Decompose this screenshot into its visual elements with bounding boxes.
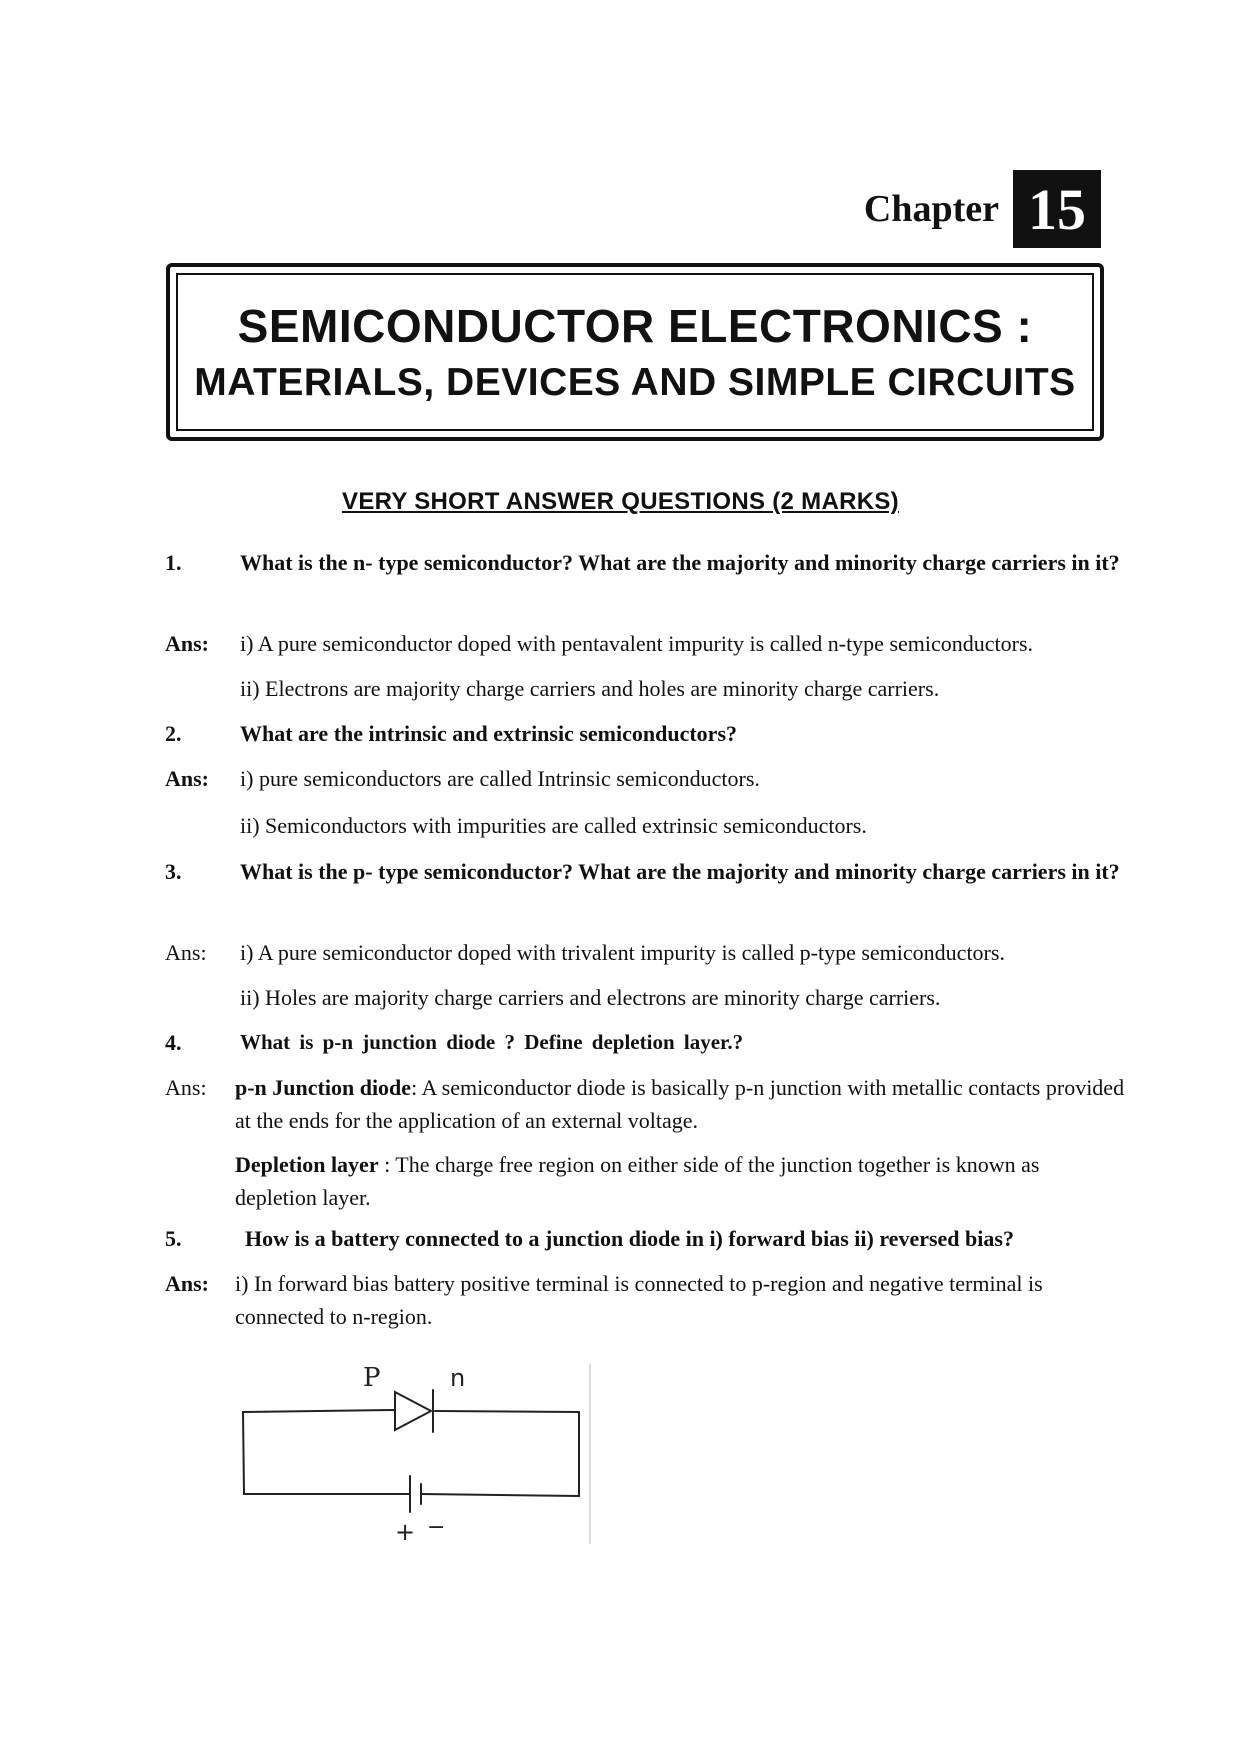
battery-minus-sign: − bbox=[427, 1515, 446, 1540]
answer-1-line-1 bbox=[165, 627, 1125, 660]
term-depletion-layer: Depletion layer bbox=[235, 1152, 379, 1177]
question-text: What is p-n junction diode ? Define depletion layer.? bbox=[240, 1030, 744, 1054]
question-number: 4. bbox=[165, 1030, 182, 1055]
question-1 bbox=[165, 546, 1125, 579]
answer-2-line-2 bbox=[165, 809, 1125, 842]
question-number: 3. bbox=[165, 859, 182, 884]
answer-text: ii) Holes are majority charge carriers and electrons are minority charge carriers. bbox=[240, 985, 941, 1010]
answer-label: Ans: bbox=[165, 1271, 210, 1296]
chapter-title-inner bbox=[176, 273, 1094, 431]
chapter-badge bbox=[864, 170, 1101, 248]
p-region-label: P bbox=[363, 1364, 381, 1393]
chapter-title-box bbox=[166, 263, 1104, 441]
wire-bottom-right bbox=[421, 1494, 579, 1496]
diode-triangle bbox=[395, 1392, 431, 1430]
question-text: What are the intrinsic and extrinsic semiconductors? bbox=[240, 721, 738, 746]
question-number: 5. bbox=[165, 1226, 182, 1251]
question-number: 1. bbox=[165, 550, 182, 575]
answer-text: ii) Electrons are majority charge carriers and holes are minority charge carriers. bbox=[240, 676, 940, 701]
question-2 bbox=[165, 717, 1125, 750]
question-3 bbox=[165, 855, 1125, 888]
answer-text: i) A pure semiconductor doped with pentavalent impurity is called n-type semiconductors. bbox=[240, 631, 1034, 656]
chapter-title-line2: MATERIALS, DEVICES AND SIMPLE CIRCUITS bbox=[194, 361, 1076, 404]
question-number: 2. bbox=[165, 721, 182, 746]
answer-1-line-2 bbox=[165, 672, 1125, 705]
definition-depletion-layer: : The charge free region on either side of the junction together is known as depletion layer. bbox=[235, 1152, 1040, 1210]
question-5 bbox=[165, 1222, 1125, 1255]
wire-left bbox=[243, 1412, 244, 1494]
answer-text: i) In forward bias battery positive terminal is connected to p-region and negative terminal is connected to n-region. bbox=[235, 1271, 1043, 1329]
answer-4-paragraph-2 bbox=[165, 1148, 1125, 1214]
term-pn-junction-diode: p-n Junction diode bbox=[235, 1075, 412, 1100]
battery-plus-sign: + bbox=[395, 1518, 416, 1544]
wire-top-right bbox=[435, 1411, 579, 1412]
forward-bias-circuit-diagram bbox=[235, 1364, 595, 1544]
question-text: How is a battery connected to a junction diode in i) forward bias ii) reversed bias? bbox=[245, 1226, 1014, 1251]
answer-label: Ans: bbox=[165, 631, 210, 656]
answer-2-line-1 bbox=[165, 762, 1125, 795]
question-text: What is the p- type semiconductor? What are the majority and minority charge carriers in it? bbox=[240, 859, 1120, 884]
answer-5-line-1 bbox=[165, 1267, 1125, 1333]
chapter-title-line1: SEMICONDUCTOR ELECTRONICS : bbox=[237, 300, 1033, 352]
wire-top-left bbox=[243, 1410, 395, 1412]
answer-3-line-1 bbox=[165, 936, 1125, 969]
n-region-label: n bbox=[450, 1364, 466, 1392]
definition-pn-junction-diode: : A semiconductor diode is basically p-n junction with metallic contacts provided at the ends for the application of an external voltage. bbox=[235, 1075, 1125, 1133]
section-heading: VERY SHORT ANSWER QUESTIONS (2 MARKS) bbox=[342, 488, 899, 515]
answer-4-paragraph-1 bbox=[165, 1071, 1125, 1137]
question-4 bbox=[165, 1026, 1125, 1059]
answer-label: Ans: bbox=[165, 766, 210, 791]
answer-text: i) A pure semiconductor doped with trivalent impurity is called p-type semiconductors. bbox=[240, 940, 1005, 965]
chapter-number: 15 bbox=[1013, 170, 1101, 248]
answer-text: i) pure semiconductors are called Intrinsic semiconductors. bbox=[240, 766, 760, 791]
answer-text bbox=[235, 1071, 1125, 1137]
chapter-label: Chapter bbox=[863, 188, 999, 230]
answer-text: ii) Semiconductors with impurities are called extrinsic semiconductors. bbox=[240, 813, 867, 838]
question-text: What is the n- type semiconductor? What are the majority and minority charge carriers in it? bbox=[240, 550, 1120, 575]
answer-text bbox=[235, 1148, 1125, 1214]
answer-label: Ans: bbox=[165, 940, 207, 965]
answer-label: Ans: bbox=[165, 1075, 207, 1100]
answer-3-line-2 bbox=[165, 981, 1125, 1014]
